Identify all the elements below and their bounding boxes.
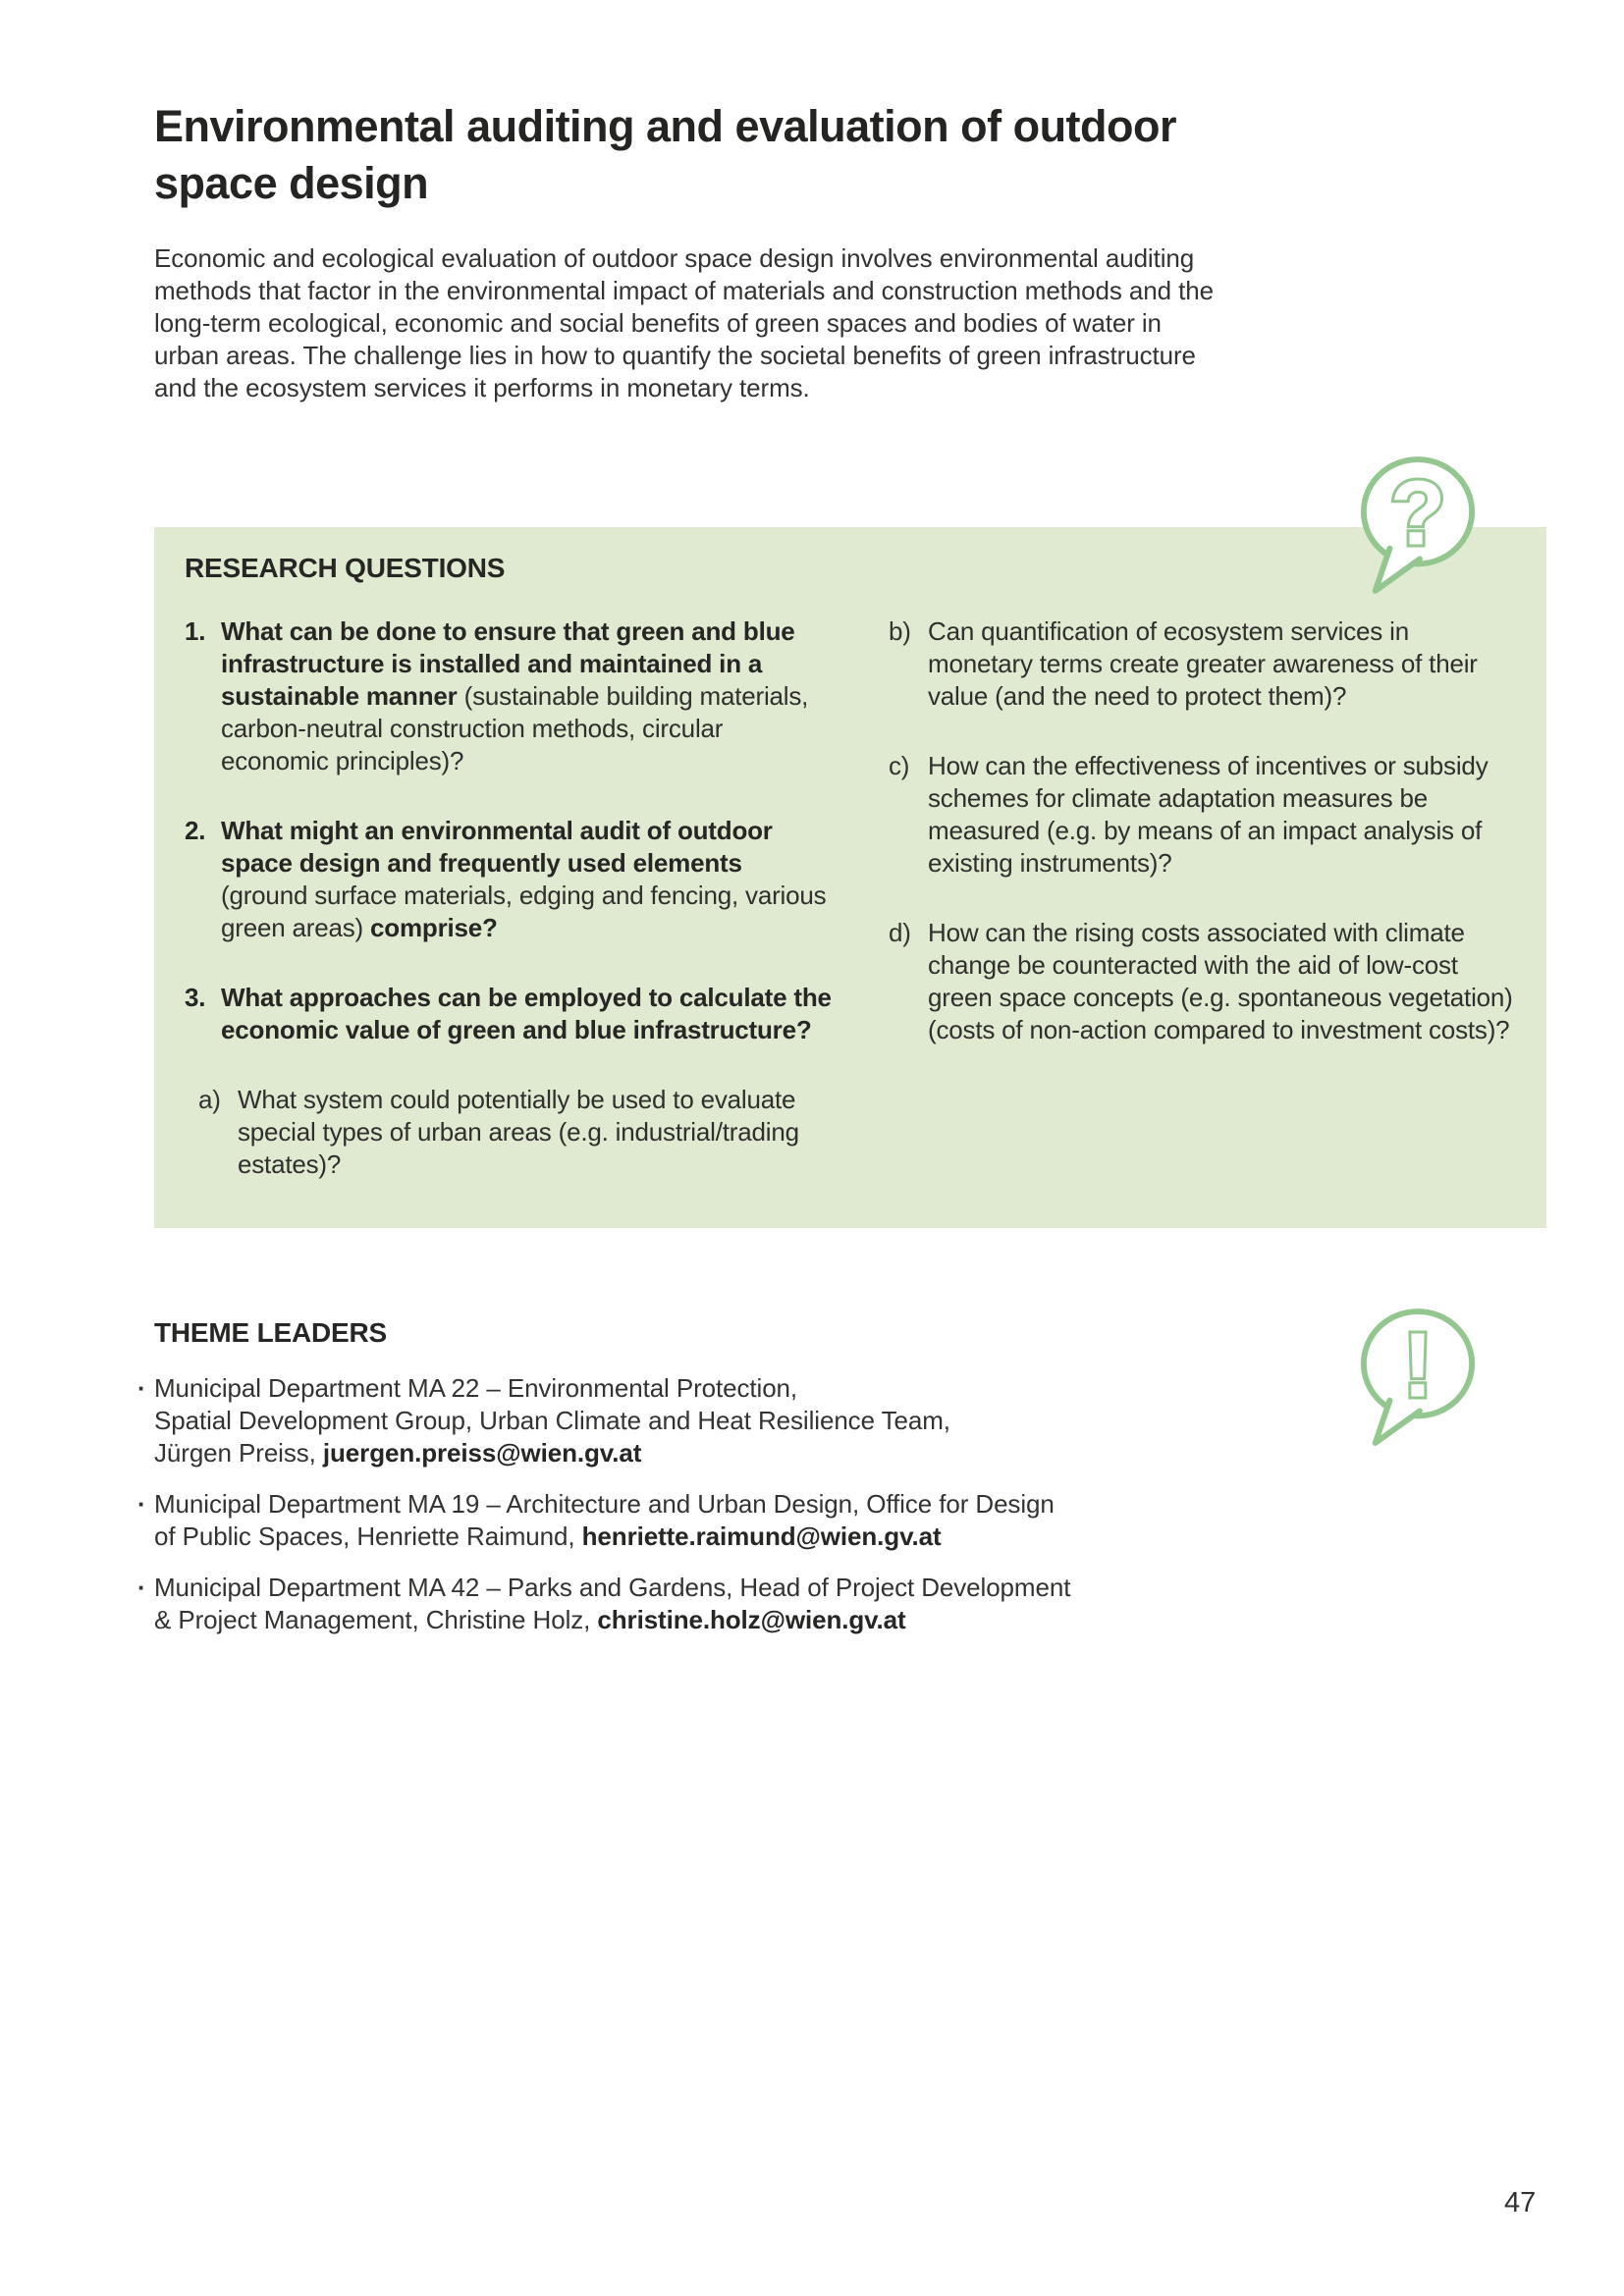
- email-link[interactable]: juergen.preiss@wien.gv.at: [322, 1438, 642, 1468]
- question-mark-glyph: ?: [1389, 461, 1446, 564]
- theme-leader-item-ma42: [137, 1572, 1362, 1636]
- subquestion-letter: b): [889, 616, 911, 646]
- question-text: What might an environmental audit of outdoor space design and frequently used elements (ground surface materials, edging and fencing, various green areas) comprise?: [221, 816, 827, 942]
- question-mark-speech-bubble-icon: [1355, 452, 1481, 599]
- subquestion-text: What system could potentially be used to evaluate special types of urban areas (e.g. industrial/trading estates)?: [238, 1085, 799, 1179]
- theme-leader-item-ma22: [137, 1372, 1362, 1469]
- exclamation-mark-glyph: !: [1402, 1313, 1434, 1416]
- email-link[interactable]: henriette.raimund@wien.gv.at: [581, 1522, 942, 1551]
- theme-leaders-section: [137, 1317, 1362, 1655]
- theme-leader-text: Municipal Department MA 19 – Architecture and Urban Design, Office for Design of Public Spaces, Henriette Raimund, henriette.raimund@wien.gv.at: [154, 1489, 1055, 1551]
- research-questions-columns: [185, 615, 1517, 1218]
- research-subquestion-b: [889, 615, 1517, 713]
- subquestion-letter: d): [889, 918, 911, 947]
- bullet-icon: ·: [137, 1489, 146, 1519]
- theme-leader-item-ma19: [137, 1488, 1362, 1553]
- email-link[interactable]: christine.holz@wien.gv.at: [597, 1605, 906, 1634]
- research-question-2: [185, 815, 833, 944]
- research-subquestion-a: [198, 1084, 833, 1181]
- theme-leaders-heading: THEME LEADERS: [154, 1317, 387, 1348]
- research-subquestion-c: [889, 750, 1517, 880]
- page-title: [154, 98, 1431, 212]
- subquestion-letter: a): [198, 1085, 221, 1114]
- subquestion-text: How can the rising costs associated with climate change be counteracted with the aid of low-cost green space concepts (e.g. spontaneous vegetation) (costs of non-action compared to investment costs)?: [928, 918, 1513, 1044]
- research-question-1: [185, 615, 833, 777]
- exclamation-mark-speech-bubble-icon: [1355, 1304, 1481, 1451]
- research-questions-heading: RESEARCH QUESTIONS: [185, 553, 506, 583]
- subquestion-letter: c): [889, 751, 910, 780]
- theme-leader-text: Municipal Department MA 22 – Environmental Protection, Spatial Development Group, Urban Climate and Heat Resilience Team, Jürgen Preiss, juergen.preiss@wien.gv.at: [154, 1373, 950, 1468]
- question-number: 3.: [185, 983, 206, 1012]
- question-number: 1.: [185, 616, 206, 646]
- question-number: 2.: [185, 816, 206, 845]
- research-questions-left-column: [185, 615, 833, 1218]
- page-number: 47: [1504, 2187, 1537, 2218]
- page-title-line1: Environmental auditing and evaluation of outdoor: [154, 101, 1177, 151]
- research-questions-box: [154, 527, 1546, 1228]
- research-question-3: [185, 982, 833, 1046]
- theme-leader-text: Municipal Department MA 42 – Parks and Gardens, Head of Project Development & Project Management, Christine Holz, christine.holz@wien.gv.at: [154, 1573, 1071, 1634]
- subquestion-text: Can quantification of ecosystem services in monetary terms create greater awareness of their value (and the need to protect them)?: [928, 616, 1478, 711]
- question-text: What approaches can be employed to calculate the economic value of green and blue infrastructure?: [221, 983, 832, 1044]
- bullet-icon: ·: [137, 1573, 146, 1602]
- research-questions-right-column: [889, 615, 1517, 1218]
- page-title-line2: space design: [154, 158, 429, 208]
- bullet-icon: ·: [137, 1373, 146, 1403]
- question-text: What can be done to ensure that green and blue infrastructure is installed and maintained in a sustainable manner (sustainable building materials, carbon-neutral construction methods, circular economic principles)?: [221, 616, 809, 775]
- intro-paragraph: Economic and ecological evaluation of outdoor space design involves environmental auditing methods that factor in the environmental impact of materials and construction methods and the long-term ecological, economic and social benefits of green spaces and bodies of water in urban areas. The challenge lies in how to quantify the societal benefits of green infrastructure and the ecosystem services it performs in monetary terms.: [154, 243, 1214, 402]
- research-subquestion-d: [889, 917, 1517, 1046]
- subquestion-text: How can the effectiveness of incentives or subsidy schemes for climate adaptation measures be measured (e.g. by means of an impact analysis of existing instruments)?: [928, 751, 1489, 878]
